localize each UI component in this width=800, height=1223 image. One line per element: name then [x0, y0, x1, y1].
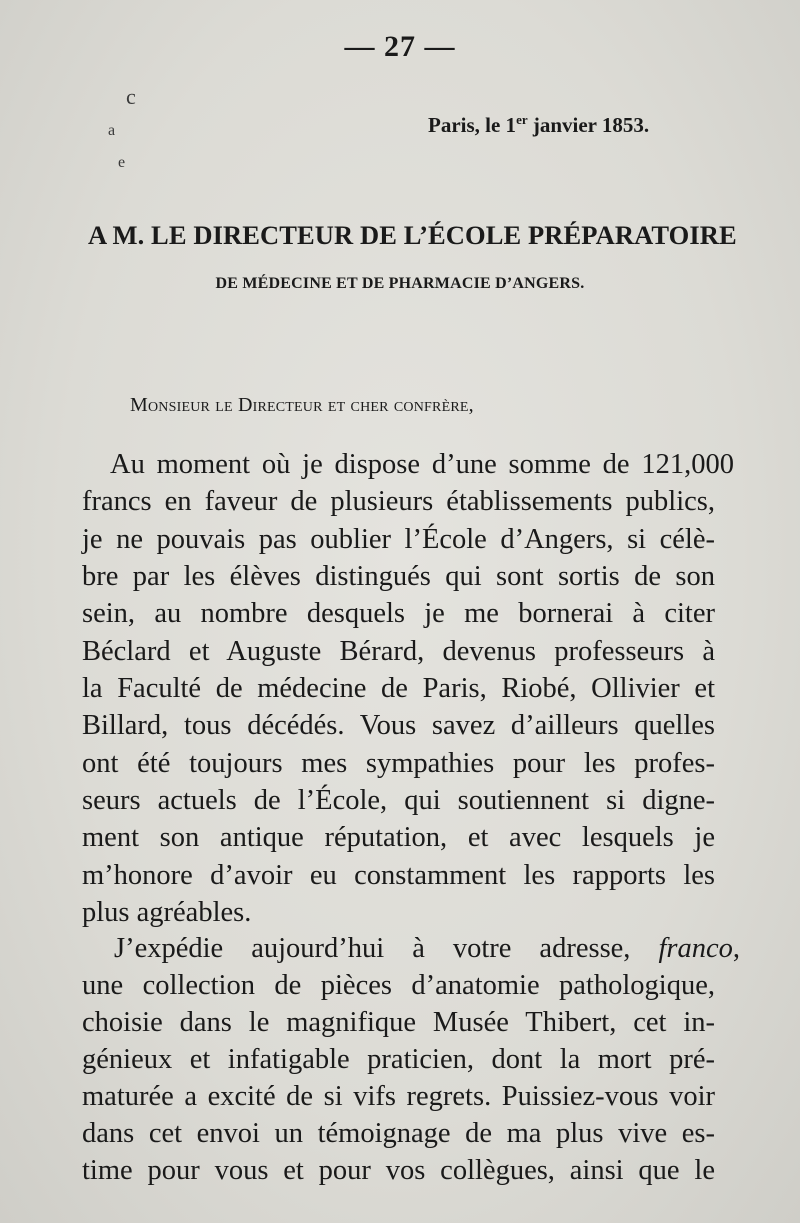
paragraph-line: ont été toujours mes sympathies pour les profes-: [82, 748, 715, 779]
paragraph-line: maturée a excité de si vifs regrets. Puissiez-vous voir: [82, 1081, 715, 1112]
margin-mark: e: [118, 154, 126, 171]
paragraph-line: ment son antique réputation, et avec lesquels je: [82, 822, 715, 853]
paragraph-line: choisie dans le magnifique Musée Thibert, cet in-: [82, 1007, 715, 1038]
paragraph-line: la Faculté de médecine de Paris, Riobé, Ollivier et: [82, 673, 715, 704]
page-number: — 27 —: [344, 30, 456, 63]
letter-subheading: DE MÉDECINE ET DE PHARMACIE D’ANGERS.: [215, 275, 585, 292]
dateline-suffix: janvier 1853.: [527, 113, 650, 137]
dateline-sup: er: [516, 112, 528, 127]
paragraph-line: francs en faveur de plusieurs établissements publics,: [82, 486, 715, 517]
dateline-prefix: Paris, le 1: [428, 113, 517, 137]
paragraph-line: [114, 930, 740, 967]
margin-mark: a: [108, 122, 116, 139]
paragraph-text: ,: [732, 933, 740, 964]
paragraph-text: J’expédie aujourd’hui à votre adresse,: [114, 933, 659, 964]
paragraph-line: génieux et infatigable praticien, dont la mort pré-: [82, 1044, 715, 1075]
salutation: Monsieur le Directeur et cher confrère,: [130, 394, 474, 416]
paragraph-line: sein, au nombre desquels je me bornerai à citer: [82, 598, 715, 629]
paragraph-line: plus agréables.: [82, 897, 252, 928]
paragraph-line: Au moment où je dispose d’une somme de 121,000: [110, 449, 734, 480]
paragraph-line: bre par les élèves distingués qui sont sortis de son: [82, 561, 715, 592]
letter-heading: A M. LE DIRECTEUR DE L’ÉCOLE PRÉPARATOIRE: [88, 220, 737, 250]
paragraph-line: m’honore d’avoir eu constamment les rapports les: [82, 860, 715, 891]
paragraph-line: Billard, tous décédés. Vous savez d’ailleurs quelles: [82, 710, 715, 741]
paragraph-line: dans cet envoi un témoignage de ma plus vive es-: [82, 1118, 715, 1149]
paragraph-line: Béclard et Auguste Bérard, devenus professeurs à: [82, 636, 715, 667]
dateline: [428, 112, 649, 138]
paragraph-line: time pour vous et pour vos collègues, ainsi que le: [82, 1155, 715, 1186]
paragraph-line: une collection de pièces d’anatomie pathologique,: [82, 970, 715, 1001]
paragraph-line: je ne pouvais pas oublier l’École d’Angers, si célè-: [82, 524, 715, 555]
italic-word: franco: [658, 933, 733, 964]
margin-mark: c: [126, 84, 136, 109]
paragraph-line: seurs actuels de l’École, qui soutiennent si digne-: [82, 785, 715, 816]
